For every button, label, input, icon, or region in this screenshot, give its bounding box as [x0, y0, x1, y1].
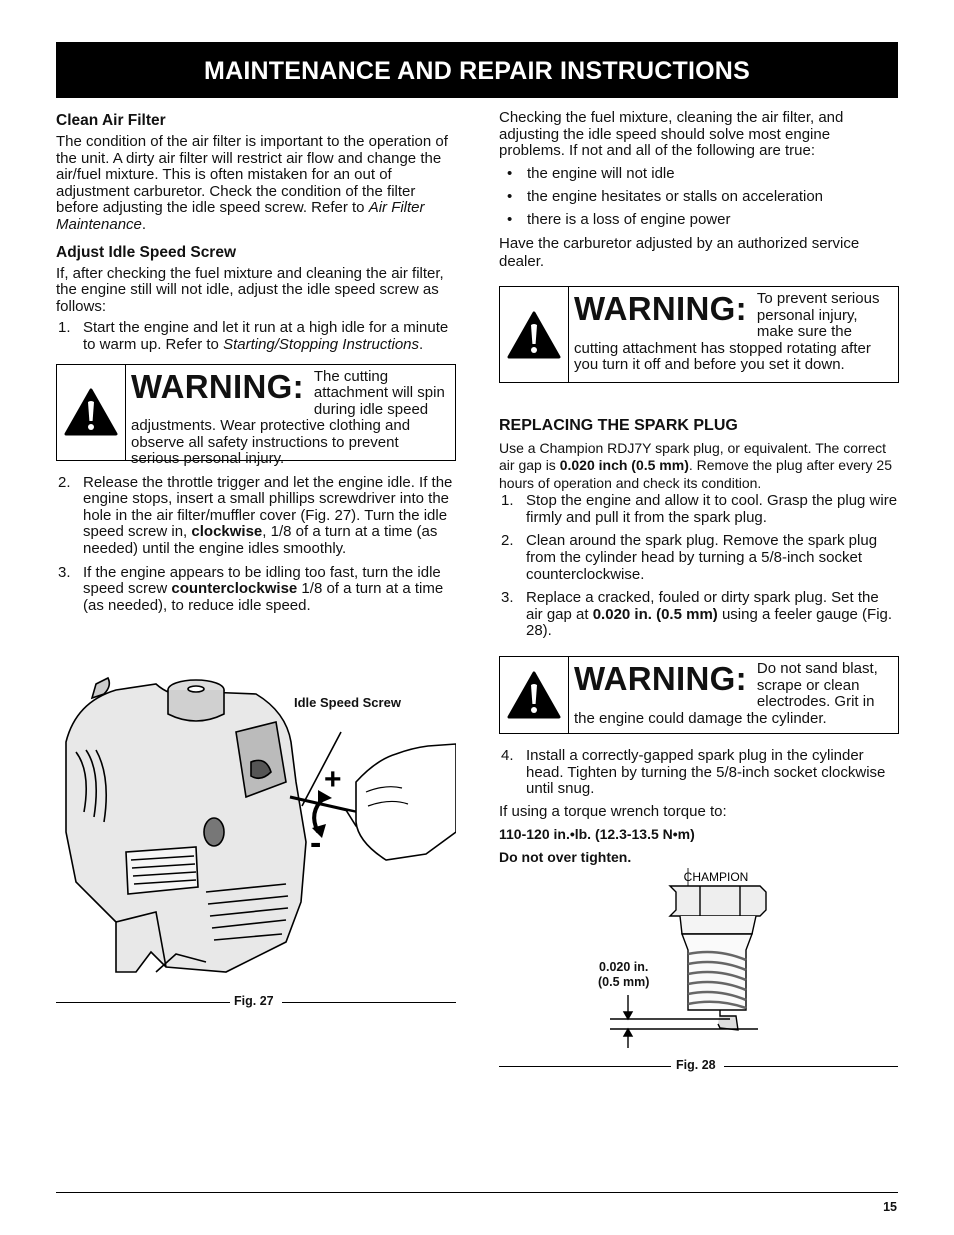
- dealer-text: Have the carburetor adjusted by an authorized service dealer.: [499, 235, 860, 271]
- step-2: 2. Release the throttle trigger and let the engine idle. If the engine stops, insert a small phillips screwdriver into the hole in the air filter/muffler cover (Fig. 27). Turn the idle speed screw in, clockwise, 1/8 of a turn at a time (as needed) until the engine idles smoothly.: [58, 473, 453, 557]
- warning-label: WARNING:: [574, 660, 747, 698]
- warning-text: The cutting attachment will spin during idle speed adjustments. Wear protective clothing and observe all safety instructions to prevent serious personal injury.: [131, 367, 445, 468]
- warning-box-electrodes: [499, 656, 899, 734]
- do-not-over-tighten: Do not over tighten.: [499, 849, 632, 865]
- fig28-rule-right: [724, 1066, 898, 1067]
- warning-triangle-icon: [507, 671, 561, 719]
- spark-step-3: 3. Replace a cracked, fouled or dirty spark plug. Set the air gap at 0.020 in. (0.5 mm) using a feeler gauge (Fig. 28).: [501, 589, 893, 640]
- fig27-rule-right: [282, 1002, 456, 1003]
- heading-clean-air-filter: Clean Air Filter: [56, 112, 166, 129]
- bullet-1: • the engine will not idle: [499, 166, 899, 183]
- minus-sign: -: [310, 824, 322, 862]
- plus-sign: +: [324, 763, 342, 796]
- torque-intro: If using a torque wrench torque to:: [499, 802, 727, 820]
- left-column: [56, 112, 456, 614]
- warning-label: WARNING:: [574, 290, 747, 328]
- engine-illustration: [56, 672, 456, 990]
- fig28-caption: Fig. 28: [676, 1058, 716, 1072]
- right-column: [499, 110, 899, 866]
- spark-step-2: 2. Clean around the spark plug. Remove the spark plug from the cylinder head by turning a 5/8-inch socket counterclockwise.: [501, 532, 878, 583]
- warning-text: Do not sand blast, scrape or clean electrodes. Grit in the engine could damage the cylinder.: [574, 660, 878, 727]
- warning-box-cutting: [499, 286, 899, 383]
- torque-value: 110-120 in.•lb. (12.3-13.5 N•m): [499, 826, 695, 843]
- heading-adjust-idle: Adjust Idle Speed Screw: [56, 243, 237, 261]
- step-3: 3. If the engine appears to be idling too fast, turn the idle speed screw counterclockwise 1/8 of a turn at a time (as needed), to reduce idle speed.: [58, 563, 444, 614]
- spark-plug-intro: Use a Champion RDJ7Y spark plug, or equivalent. The correct air gap is 0.020 inch (0.5 mm). Remove the plug after every 25 hours of operation and check its condition.: [499, 440, 892, 491]
- spark-step-4: 4. Install a correctly-gapped spark plug in the cylinder head. Tighten by turning the 5/8-inch socket clockwise until snug.: [501, 747, 886, 798]
- spark-step-1: 1. Stop the engine and allow it to cool. Grasp the plug wire firmly and pull it from the spark plug.: [501, 492, 898, 526]
- adjust-idle-text: If, after checking the fuel mixture and cleaning the air filter, the engine still will not idle, adjust the idle speed screw as follows:: [56, 264, 444, 315]
- footer-rule: [56, 1192, 898, 1193]
- step-1: 1. Start the engine and let it run at a high idle for a minute to warm up. Refer to Starting/Stopping Instructions.: [58, 319, 449, 353]
- idle-speed-screw-label: Idle Speed Screw: [294, 695, 401, 710]
- page-number: 15: [883, 1200, 897, 1214]
- fig28-rule-left: [499, 1066, 671, 1067]
- page-title: MAINTENANCE AND REPAIR INSTRUCTIONS: [56, 42, 898, 98]
- warning-box-idle: [56, 364, 456, 468]
- warning-triangle-icon: [507, 311, 561, 359]
- bullet-3: • there is a loss of engine power: [499, 212, 899, 229]
- fig27-rule-left: [56, 1002, 230, 1003]
- gap-label: 0.020 in. (0.5 mm): [598, 960, 650, 989]
- clean-air-filter-text: The condition of the air filter is important to the operation of the unit. A dirty air filter will restrict air flow and change the air/fuel mixture. This is often mistaken for an out of adjustment carburetor. Check the condition of the filter before adjusting the idle speed screw. Refer to Air Filter Maintenance.: [56, 133, 448, 233]
- fig27-caption: Fig. 27: [234, 994, 274, 1008]
- right-intro: Checking the fuel mixture, cleaning the air filter, and adjusting the idle speed should solve most engine problems. If not and all of the following are true:: [499, 109, 844, 160]
- champion-brand: CHAMPION: [683, 870, 749, 884]
- warning-label: WARNING:: [131, 367, 304, 405]
- bullet-2: • the engine hesitates or stalls on acceleration: [499, 189, 899, 206]
- warning-text: To prevent serious personal injury, make sure the cutting attachment has stopped rotating after you turn it off and before you set it down.: [574, 290, 880, 374]
- warning-triangle-icon: [64, 388, 118, 436]
- heading-spark-plug: REPLACING THE SPARK PLUG: [499, 417, 738, 435]
